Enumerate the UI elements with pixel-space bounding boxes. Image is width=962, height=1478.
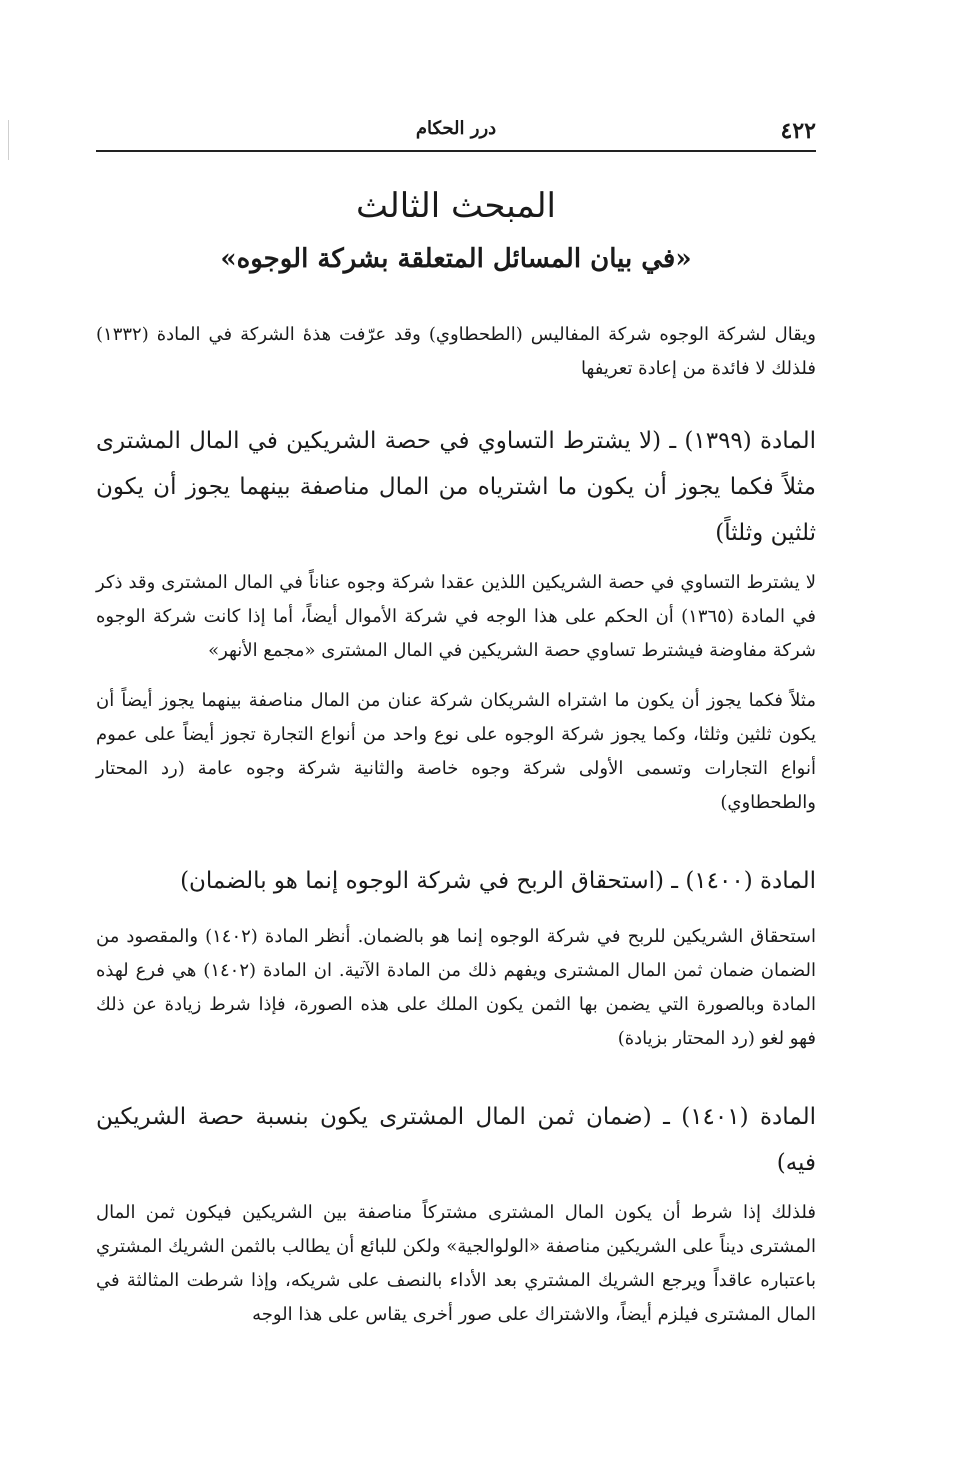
section-subtitle: «في بيان المسائل المتعلقة بشركة الوجوه»	[220, 244, 692, 274]
article-1399-commentary-1: لا يشترط التساوي في حصة الشريكين اللذين عقدا شركة وجوه عناناً في المال المشترى وقد ذكر في المادة (١٣٦٥) أن الحكم على هذا الوجه في شركة الأموال أيضاً، أما إذا كانت شركة الوجوه شركة مفاوضة فيشترط تساوي حصة الشريكين في المال المشترى «مجمع الأنهر»	[96, 572, 816, 661]
page-header	[96, 112, 816, 152]
article-1401-commentary: فلذلك إذا شرط أن يكون المال المشترى مشتركاً مناصفة بين الشريكين فيكون ثمن المال المشترى ديناً على الشريكين مناصفة «الولوالجية» ولكن للبائع أن يطالب بالثمن الشريك المشتري باعتباره عاقداً ويرجع الشريك المشتري بعد الأداء بالنصف على شريكه، وإذا شرطت المثالثة في المال المشترى فيلزم أيضاً، والاشتراك على صور أخرى يقاس على هذا الوجه	[96, 1202, 816, 1325]
article-1401-heading: المادة (١٤٠١) ـ (ضمان ثمن المال المشترى يكون بنسبة حصة الشريكين فيه)	[96, 1104, 816, 1176]
article-1400-commentary: استحقاق الشريكين للربح في شركة الوجوه إنما هو بالضمان. أنظر المادة (١٤٠٢) والمقصود من الضمان ضمان ثمن المال المشترى ويفهم ذلك من المادة الآتية. ان المادة (١٤٠٢) هي فرع لهذه المادة وبالصورة التي يضمن بها الثمن يكون الملك على هذه الصورة، فإذا شرط زيادة عن ذلك فهو لغو (رد المحتار بزيادة)	[96, 926, 817, 1049]
intro-paragraph: ويقال لشركة الوجوه شركة المفاليس (الطحطاوي) وقد عرّفت هذهٔ الشركة في المادة (١٣٣٢) فلذلك لا فائدة من إعادة تعريفها	[96, 324, 816, 379]
page-number: ٤٢٢	[780, 118, 816, 144]
article-1399-commentary-2: مثلاً فكما يجوز أن يكون ما اشتراه الشريكان شركة عنان من المال مناصفة بينهما يجوز أيضاً أن يكون ثلثين وثلثا، وكما يجوز شركة الوجوه على نوع واحد من أنواع التجارة تجوز أيضاً على عموم أنواع التجارات وتسمى الأولى شركة وجوه خاصة والثانية شركة وجوه عامة (رد المحتار والطحطاوي)	[96, 690, 816, 813]
running-title: درر الحكام	[415, 118, 497, 139]
article-1399-heading: المادة (١٣٩٩) ـ (لا يشترط التساوي في حصة الشريكين في المال المشترى مثلاً فكما يجوز أن يكون ما اشترياه من المال مناصفة بينهما يجوز أن يكون ثلثين وثلثاً)	[96, 428, 817, 546]
section-title: المبحث الثالث	[355, 186, 557, 226]
page-edge-mark	[8, 120, 9, 160]
article-1400-heading: المادة (١٤٠٠) ـ (استحقاق الربح في شركة الوجوه إنما هو بالضمان)	[180, 868, 816, 894]
